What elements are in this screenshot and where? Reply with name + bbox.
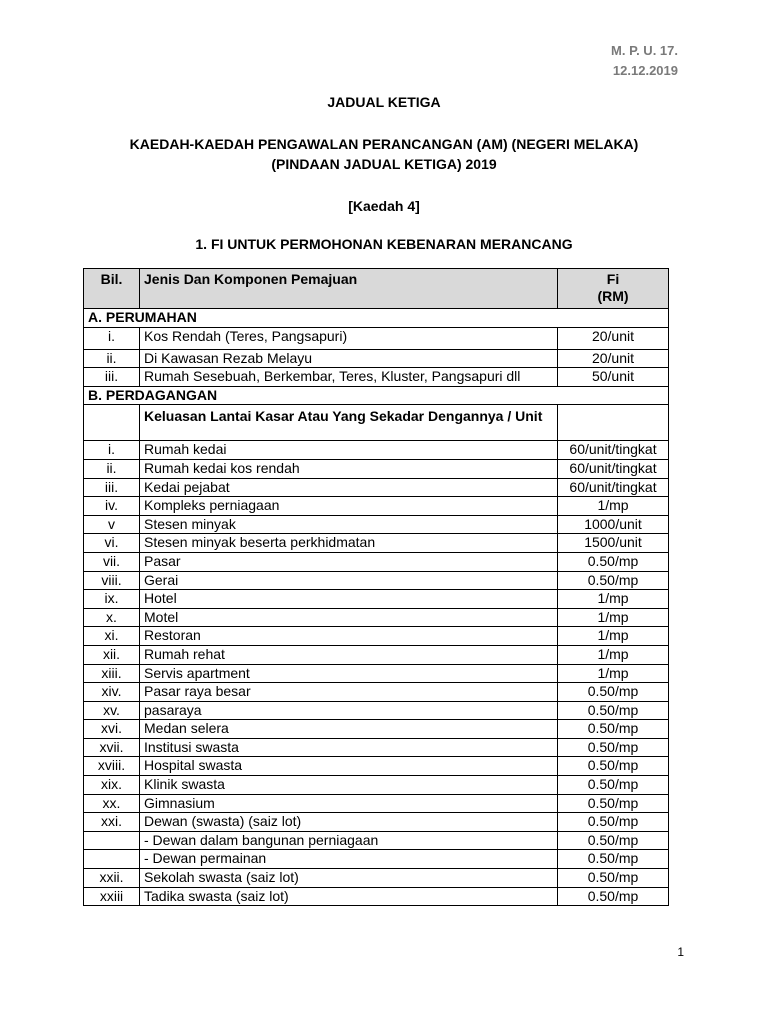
row-bil: xi.	[84, 627, 140, 646]
row-jenis: Motel	[140, 608, 558, 627]
row-bil: xii.	[84, 645, 140, 664]
row-bil: ii.	[84, 349, 140, 368]
row-fi: 1/mp	[558, 497, 669, 516]
document-subtitle-line2: (PINDAAN JADUAL KETIGA) 2019	[271, 156, 497, 172]
row-bil: xiii.	[84, 664, 140, 683]
table-row	[84, 776, 669, 795]
row-bil: ii.	[84, 459, 140, 478]
row-fi: 20/unit	[558, 349, 669, 368]
rule-reference: [Kaedah 4]	[348, 198, 420, 214]
subheading-row	[84, 405, 669, 441]
row-fi: 1/mp	[558, 590, 669, 609]
row-fi: 0.50/mp	[558, 850, 669, 869]
table-row	[84, 627, 669, 646]
row-jenis: Institusi swasta	[140, 738, 558, 757]
row-fi: 0.50/mp	[558, 813, 669, 832]
table-row	[84, 794, 669, 813]
table-row	[84, 813, 669, 832]
row-bil: ix.	[84, 590, 140, 609]
header-jenis: Jenis Dan Komponen Pemajuan	[140, 269, 558, 309]
row-fi: 1/mp	[558, 608, 669, 627]
row-fi: 20/unit	[558, 327, 669, 349]
row-fi: 0.50/mp	[558, 887, 669, 906]
row-jenis: Pasar raya besar	[140, 683, 558, 702]
row-bil	[84, 850, 140, 869]
table-row	[84, 664, 669, 683]
row-fi: 60/unit/tingkat	[558, 478, 669, 497]
table-row	[84, 459, 669, 478]
row-bil: iii.	[84, 478, 140, 497]
table-row	[84, 701, 669, 720]
header-fi	[558, 269, 669, 309]
row-jenis: Hotel	[140, 590, 558, 609]
page-number: 1	[677, 945, 684, 959]
document-title: JADUAL KETIGA	[327, 94, 441, 110]
row-bil: xxii.	[84, 869, 140, 888]
row-fi: 0.50/mp	[558, 738, 669, 757]
row-fi: 60/unit/tingkat	[558, 441, 669, 460]
row-jenis: Gimnasium	[140, 794, 558, 813]
section-row-perumahan	[84, 309, 669, 328]
row-fi: 0.50/mp	[558, 869, 669, 888]
table-header-row	[84, 269, 669, 309]
row-jenis: Kedai pejabat	[140, 478, 558, 497]
table-row	[84, 441, 669, 460]
row-fi: 0.50/mp	[558, 831, 669, 850]
row-fi: 1/mp	[558, 645, 669, 664]
fee-table	[83, 268, 669, 906]
row-jenis: Kompleks perniagaan	[140, 497, 558, 516]
table-row	[84, 534, 669, 553]
row-fi: 0.50/mp	[558, 776, 669, 795]
row-bil	[84, 405, 140, 441]
row-bil: xiv.	[84, 683, 140, 702]
row-fi: 0.50/mp	[558, 720, 669, 739]
row-fi: 0.50/mp	[558, 552, 669, 571]
row-bil: iv.	[84, 497, 140, 516]
table-row	[84, 683, 669, 702]
gazette-number: M. P. U. 17.	[611, 43, 678, 58]
row-jenis: Medan selera	[140, 720, 558, 739]
section-row-perdagangan	[84, 386, 669, 405]
table-row	[84, 831, 669, 850]
row-jenis: Servis apartment	[140, 664, 558, 683]
row-fi: 0.50/mp	[558, 571, 669, 590]
row-jenis: Rumah kedai	[140, 441, 558, 460]
row-bil	[84, 831, 140, 850]
gazette-reference	[611, 41, 678, 81]
table-row	[84, 590, 669, 609]
table-row	[84, 850, 669, 869]
row-bil: viii.	[84, 571, 140, 590]
table-row	[84, 757, 669, 776]
row-jenis: Stesen minyak	[140, 515, 558, 534]
row-bil: xxi.	[84, 813, 140, 832]
row-fi: 60/unit/tingkat	[558, 459, 669, 478]
table-row	[84, 887, 669, 906]
row-bil: xvii.	[84, 738, 140, 757]
row-fi	[558, 405, 669, 441]
row-bil: vi.	[84, 534, 140, 553]
row-bil: xx.	[84, 794, 140, 813]
row-bil: iii.	[84, 368, 140, 387]
row-jenis: Hospital swasta	[140, 757, 558, 776]
row-fi: 0.50/mp	[558, 794, 669, 813]
table-row	[84, 327, 669, 349]
row-jenis: Restoran	[140, 627, 558, 646]
subheading-label: Keluasan Lantai Kasar Atau Yang Sekadar Dengannya / Unit	[140, 405, 558, 441]
row-jenis: Rumah Sesebuah, Berkembar, Teres, Kluster, Pangsapuri dll	[140, 368, 558, 387]
row-fi: 1000/unit	[558, 515, 669, 534]
row-fi: 50/unit	[558, 368, 669, 387]
row-bil: xxiii	[84, 887, 140, 906]
table-row	[84, 571, 669, 590]
row-bil: i.	[84, 327, 140, 349]
table-row	[84, 738, 669, 757]
row-jenis: Pasar	[140, 552, 558, 571]
row-jenis: Dewan (swasta) (saiz lot)	[140, 813, 558, 832]
row-jenis: Rumah rehat	[140, 645, 558, 664]
table-row	[84, 515, 669, 534]
row-fi: 1500/unit	[558, 534, 669, 553]
row-bil: xv.	[84, 701, 140, 720]
header-fi-line2: (RM)	[597, 288, 629, 304]
row-fi: 0.50/mp	[558, 757, 669, 776]
row-bil: v	[84, 515, 140, 534]
section-label: B. PERDAGANGAN	[84, 386, 669, 405]
row-fi: 0.50/mp	[558, 701, 669, 720]
document-subtitle-line1: KAEDAH-KAEDAH PENGAWALAN PERANCANGAN (AM) (NEGERI MELAKA)	[129, 136, 639, 152]
table-row	[84, 349, 669, 368]
row-bil: i.	[84, 441, 140, 460]
row-jenis: Stesen minyak beserta perkhidmatan	[140, 534, 558, 553]
row-jenis: pasaraya	[140, 701, 558, 720]
row-bil: xviii.	[84, 757, 140, 776]
row-fi: 1/mp	[558, 627, 669, 646]
header-fi-line1: Fi	[606, 271, 620, 287]
row-jenis: Sekolah swasta (saiz lot)	[140, 869, 558, 888]
section-heading: 1. FI UNTUK PERMOHONAN KEBENARAN MERANCANG	[195, 236, 573, 252]
row-bil: xvi.	[84, 720, 140, 739]
section-label: A. PERUMAHAN	[84, 309, 669, 328]
row-bil: x.	[84, 608, 140, 627]
row-jenis: Klinik swasta	[140, 776, 558, 795]
table-row	[84, 869, 669, 888]
row-jenis: Di Kawasan Rezab Melayu	[140, 349, 558, 368]
header-bil: Bil.	[84, 269, 140, 309]
row-fi: 1/mp	[558, 664, 669, 683]
table-row	[84, 645, 669, 664]
row-bil: vii.	[84, 552, 140, 571]
table-row	[84, 608, 669, 627]
row-jenis: - Dewan permainan	[140, 850, 558, 869]
row-jenis: Tadika swasta (saiz lot)	[140, 887, 558, 906]
table-row	[84, 552, 669, 571]
table-row	[84, 368, 669, 387]
gazette-date: 12.12.2019	[612, 63, 678, 78]
table-row	[84, 497, 669, 516]
table-row	[84, 720, 669, 739]
row-jenis: Kos Rendah (Teres, Pangsapuri)	[140, 327, 558, 349]
row-jenis: Gerai	[140, 571, 558, 590]
row-jenis: - Dewan dalam bangunan perniagaan	[140, 831, 558, 850]
row-jenis: Rumah kedai kos rendah	[140, 459, 558, 478]
row-bil: xix.	[84, 776, 140, 795]
row-fi: 0.50/mp	[558, 683, 669, 702]
table-row	[84, 478, 669, 497]
table-body	[84, 309, 669, 906]
